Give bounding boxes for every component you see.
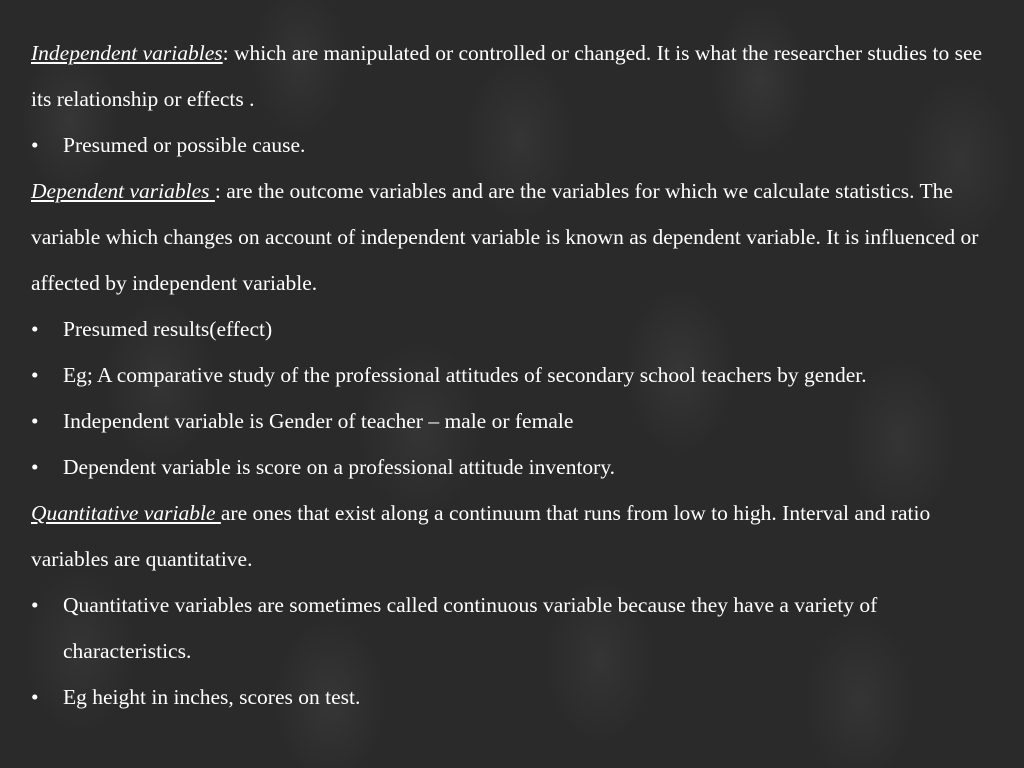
term-dependent-variables: Dependent variables [31,179,215,203]
definition-independent-variables [31,30,1006,122]
bullet-text: Presumed results(effect) [63,317,273,341]
bullet-item [31,398,1006,444]
bullet-item [31,122,1006,168]
bullet-item [31,306,1006,352]
bullet-text: Presumed or possible cause. [63,133,306,157]
bullet-icon: • [31,409,39,433]
bullet-item [31,352,1006,398]
bullet-text: Eg; A comparative study of the professional attitudes of secondary school teachers by gender. [63,363,867,387]
term-quantitative-variable: Quantitative variable [31,501,221,525]
bullet-item [31,582,1006,674]
bullet-text: Independent variable is Gender of teacher – male or female [63,409,574,433]
definition-text: : which are manipulated or controlled or changed. It is what the researcher studies to see its relationship or effects . [31,41,983,111]
bullet-item [31,674,1006,720]
bullet-text: Eg height in inches, scores on test. [63,685,361,709]
bullet-icon: • [31,363,39,387]
bullet-icon: • [31,317,39,341]
slide-content [31,30,1006,720]
bullet-icon: • [31,685,39,709]
bullet-icon: • [31,455,39,479]
definition-quantitative-variable [31,490,1006,582]
term-independent-variables: Independent variables [31,41,223,65]
definition-text: are ones that exist along a continuum that runs from low to high. Interval and ratio variables are quantitative. [31,501,931,571]
bullet-icon: • [31,133,39,157]
bullet-text: Dependent variable is score on a professional attitude inventory. [63,455,616,479]
bullet-text: Quantitative variables are sometimes called continuous variable because they have a variety of characteristics. [63,593,878,663]
definition-text: : are the outcome variables and are the variables for which we calculate statistics. The variable which changes on account of independent variable is known as dependent variable. It is influenced or affected by independent variable. [31,179,979,295]
definition-dependent-variables [31,168,1006,306]
bullet-item [31,444,1006,490]
bullet-icon: • [31,593,39,617]
